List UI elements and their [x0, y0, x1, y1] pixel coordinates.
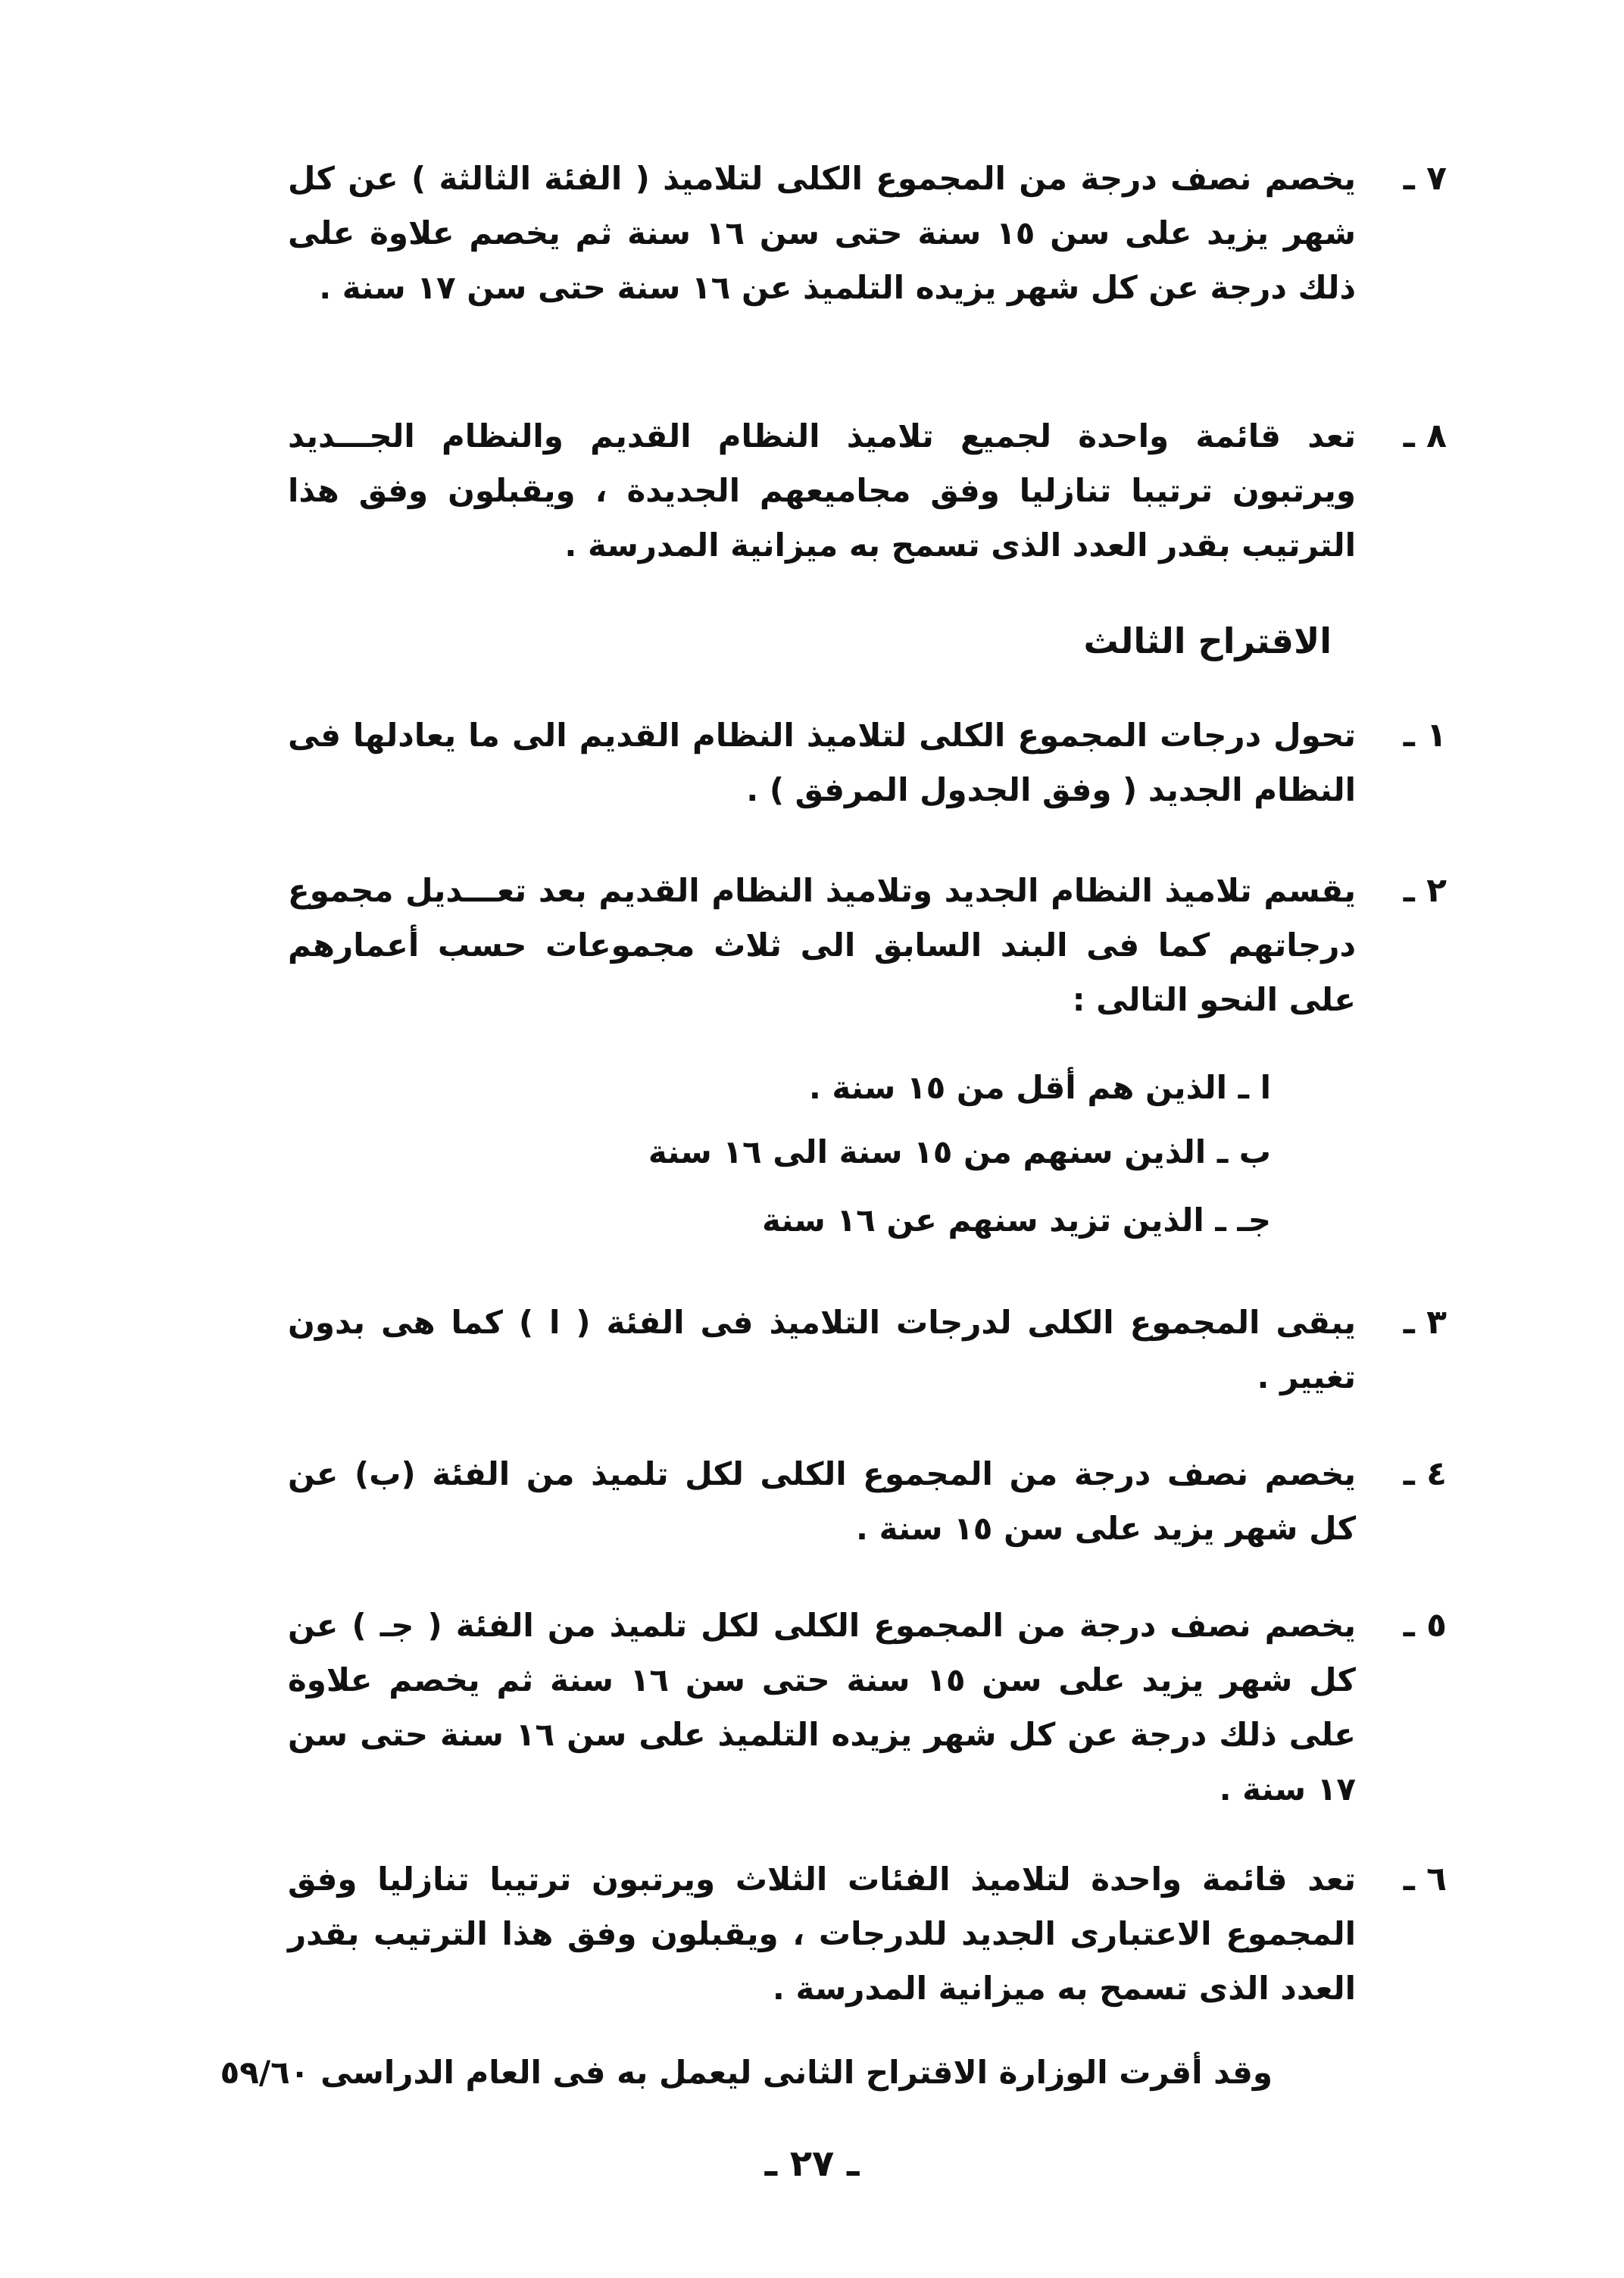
item-text: يخصم نصف درجة من المجموع الكلى لكل تلميذ من الفئة ( جـ ) عن كل شهر يزيد على سن ١٥ سنة حتى سن ١٦ سنة ثم يخصم علاوة على ذلك درجة عن كل شهر يزيده التلميذ على سن ١٦ سنة حتى سن ١٧ سنة .: [288, 1607, 1356, 1808]
item-number: ٧ ـ: [1403, 159, 1447, 198]
item-text: تعد قائمة واحدة لجميع تلاميذ النظام القديم والنظام الجـــديد ويرتبون ترتيبا تنازليا وفق مجاميعهم الجديدة ، ويقبلون وفق هذا الترتيب بقدر العدد الذى تسمح به ميزانية المدرسة .: [288, 417, 1356, 564]
list-item-8: [288, 409, 1447, 573]
item-text: يبقى المجموع الكلى لدرجات التلاميذ فى الفئة ( ا ) كما هى بدون تغيير .: [288, 1304, 1356, 1395]
item-number: ١ ـ: [1403, 716, 1447, 755]
list-item-7: [288, 152, 1447, 315]
page-number: ـ ٢٧ ـ: [764, 2142, 860, 2185]
closing-paragraph: وقد أقرت الوزارة الاقتراح الثانى ليعمل به فى العام الدراسى ٥٩/٦٠: [220, 2054, 1273, 2091]
list-item-4: [288, 1447, 1447, 1556]
item-number: ٤ ـ: [1403, 1455, 1447, 1493]
item-text: يخصم نصف درجة من المجموع الكلى لكل تلميذ من الفئة (ب) عن كل شهر يزيد على سن ١٥ سنة .: [288, 1455, 1356, 1547]
sub-item-b: ب ـ الذين سنهم من ١٥ سنة الى ١٦ سنة: [648, 1133, 1271, 1170]
item-text: يخصم نصف درجة من المجموع الكلى لتلاميذ ( الفئة الثالثة ) عن كل شهر يزيد على سن ١٥ سنة حتى سن ١٦ سنة ثم يخصم علاوة على ذلك درجة عن كل شهر يزيده التلميذ عن ١٦ سنة حتى سن ١٧ سنة .: [288, 160, 1356, 306]
item-text: تعد قائمة واحدة لتلاميذ الفئات الثلاث ويرتبون ترتيبا تنازليا وفق المجموع الاعتبارى الجديد للدرجات ، ويقبلون وفق هذا الترتيب بقدر العدد الذى تسمح به ميزانية المدرسة .: [288, 1861, 1356, 2007]
item-text: تحول درجات المجموع الكلى لتلاميذ النظام القديم الى ما يعادلها فى النظام الجديد ( وفق الجدول المرفق ) .: [288, 717, 1356, 808]
item-number: ٦ ـ: [1403, 1860, 1447, 1898]
sub-item-a: ا ـ الذين هم أقل من ١٥ سنة .: [808, 1069, 1271, 1106]
sub-item-c: جـ ـ الذين تزيد سنهم عن ١٦ سنة: [761, 1201, 1271, 1239]
item-number: ٣ ـ: [1403, 1303, 1447, 1342]
list-item-2: [288, 864, 1447, 1027]
item-number: ٢ ـ: [1403, 871, 1447, 910]
list-item-5: [288, 1598, 1447, 1817]
list-item-3: [288, 1295, 1447, 1405]
item-number: ٨ ـ: [1403, 417, 1447, 455]
list-item-1: [288, 708, 1447, 817]
item-number: ٥ ـ: [1403, 1606, 1447, 1645]
section-heading: الاقتراح الثالث: [1083, 620, 1332, 661]
item-text: يقسم تلاميذ النظام الجديد وتلاميذ النظام القديم بعد تعـــديل مجموع درجاتهم كما فى البند السابق الى ثلاث مجموعات حسب أعمارهم على النحو التالى :: [288, 872, 1356, 1018]
list-item-6: [288, 1852, 1447, 2016]
